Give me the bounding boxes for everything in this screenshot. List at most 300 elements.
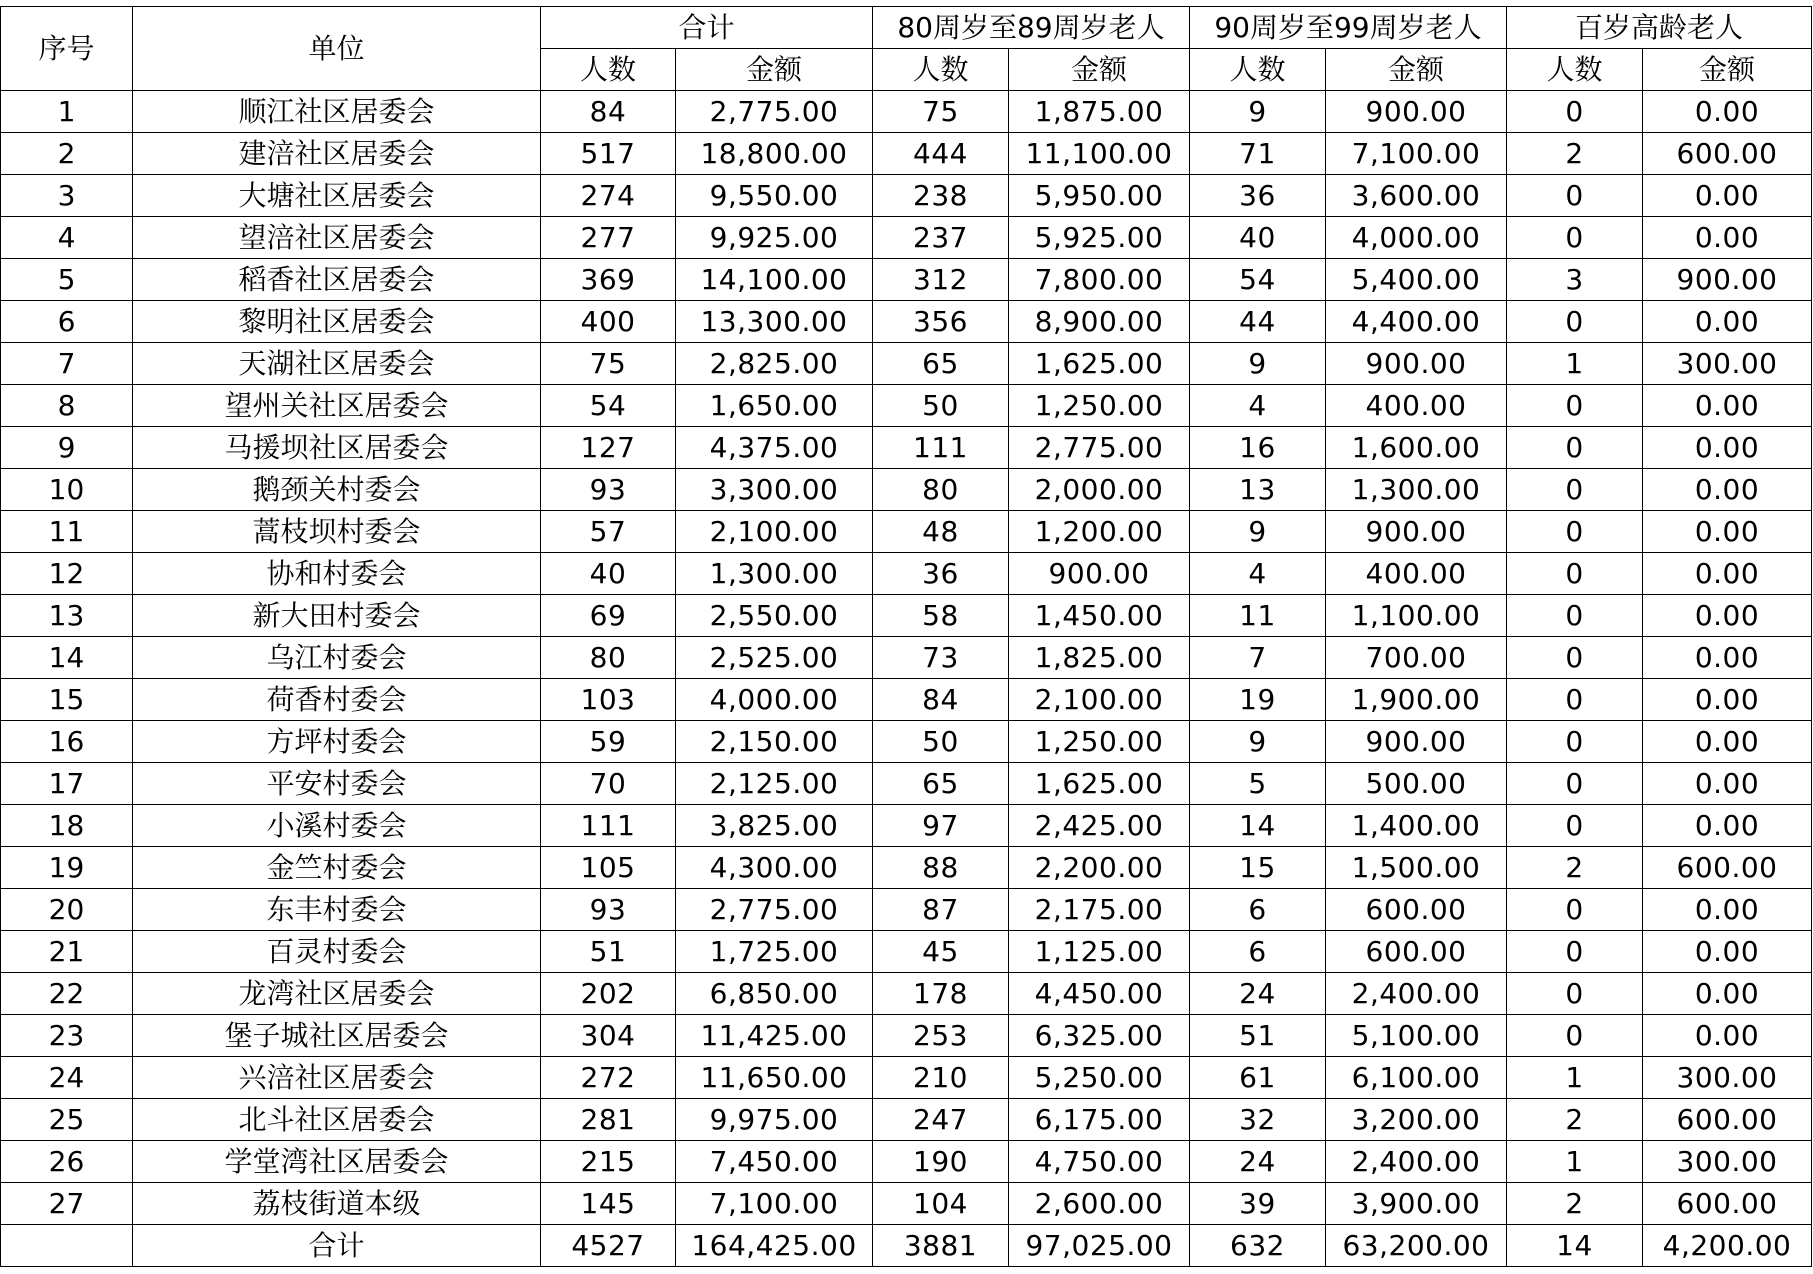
cell-unit: 北斗社区居委会 [133, 1099, 541, 1141]
table-row [1, 301, 1812, 343]
cell-seq: 16 [1, 721, 133, 763]
cell-age100-count: 2 [1507, 1183, 1643, 1225]
cell-age80-count: 178 [873, 973, 1009, 1015]
cell-age100-count: 0 [1507, 721, 1643, 763]
allowance-table [0, 6, 1812, 1267]
cell-age100-amount: 300.00 [1643, 343, 1812, 385]
cell-age100-count: 0 [1507, 637, 1643, 679]
cell-age80-amount: 1,625.00 [1009, 763, 1190, 805]
header-total-count: 人数 [541, 49, 676, 91]
cell-age100-amount: 900.00 [1643, 259, 1812, 301]
cell-age80-amount: 8,900.00 [1009, 301, 1190, 343]
cell-age90-amount: 4,000.00 [1326, 217, 1507, 259]
cell-seq: 7 [1, 343, 133, 385]
cell-age100-count: 3 [1507, 259, 1643, 301]
cell-age100-count: 0 [1507, 931, 1643, 973]
cell-age80-count: 444 [873, 133, 1009, 175]
cell-total-count: 105 [541, 847, 676, 889]
header-row-group [1, 7, 1812, 49]
table-row [1, 721, 1812, 763]
header-age80-count: 人数 [873, 49, 1009, 91]
cell-age90-amount: 3,200.00 [1326, 1099, 1507, 1141]
cell-age80-count: 238 [873, 175, 1009, 217]
cell-age80-count: 50 [873, 721, 1009, 763]
cell-total-amount: 2,100.00 [676, 511, 873, 553]
cell-seq: 12 [1, 553, 133, 595]
cell-unit: 大塘社区居委会 [133, 175, 541, 217]
cell-seq: 15 [1, 679, 133, 721]
cell-age80-amount: 1,875.00 [1009, 91, 1190, 133]
cell-age100-count: 0 [1507, 889, 1643, 931]
cell-age80-amount: 1,625.00 [1009, 343, 1190, 385]
cell-age100-amount: 0.00 [1643, 889, 1812, 931]
cell-age80-amount: 6,325.00 [1009, 1015, 1190, 1057]
cell-age90-amount: 400.00 [1326, 385, 1507, 427]
cell-age100-count: 2 [1507, 133, 1643, 175]
cell-age90-amount: 900.00 [1326, 511, 1507, 553]
cell-unit: 金竺村委会 [133, 847, 541, 889]
cell-age100-amount: 0.00 [1643, 595, 1812, 637]
cell-age90-amount: 1,900.00 [1326, 679, 1507, 721]
cell-seq: 26 [1, 1141, 133, 1183]
cell-age100-amount: 0.00 [1643, 91, 1812, 133]
cell-age90-amount: 1,100.00 [1326, 595, 1507, 637]
cell-age90-count: 51 [1190, 1015, 1326, 1057]
cell-age90-count: 61 [1190, 1057, 1326, 1099]
cell-seq: 19 [1, 847, 133, 889]
header-age100-amount: 金额 [1643, 49, 1812, 91]
cell-age100-amount: 600.00 [1643, 133, 1812, 175]
cell-age90-amount: 1,300.00 [1326, 469, 1507, 511]
cell-age90-count: 54 [1190, 259, 1326, 301]
cell-unit: 荷香村委会 [133, 679, 541, 721]
cell-total-count: 127 [541, 427, 676, 469]
totals-total-count: 4527 [541, 1225, 676, 1267]
cell-age90-amount: 7,100.00 [1326, 133, 1507, 175]
cell-age100-amount: 600.00 [1643, 847, 1812, 889]
cell-age100-count: 0 [1507, 427, 1643, 469]
cell-age100-count: 0 [1507, 1015, 1643, 1057]
cell-unit: 望州关社区居委会 [133, 385, 541, 427]
cell-age90-amount: 2,400.00 [1326, 1141, 1507, 1183]
header-age90-group: 90周岁至99周岁老人 [1190, 7, 1507, 49]
totals-age90-amount: 63,200.00 [1326, 1225, 1507, 1267]
cell-age100-count: 0 [1507, 385, 1643, 427]
cell-total-count: 93 [541, 889, 676, 931]
cell-age100-count: 0 [1507, 595, 1643, 637]
cell-age100-count: 1 [1507, 1141, 1643, 1183]
cell-total-amount: 2,125.00 [676, 763, 873, 805]
table-row [1, 259, 1812, 301]
table-row [1, 217, 1812, 259]
totals-age100-amount: 4,200.00 [1643, 1225, 1812, 1267]
cell-age90-count: 19 [1190, 679, 1326, 721]
table-row [1, 973, 1812, 1015]
cell-age100-count: 0 [1507, 973, 1643, 1015]
cell-age90-amount: 600.00 [1326, 889, 1507, 931]
cell-age100-count: 0 [1507, 805, 1643, 847]
totals-seq-cell [1, 1225, 133, 1267]
cell-age80-amount: 1,250.00 [1009, 385, 1190, 427]
cell-age80-count: 45 [873, 931, 1009, 973]
cell-total-count: 80 [541, 637, 676, 679]
cell-age100-amount: 0.00 [1643, 511, 1812, 553]
cell-age80-count: 111 [873, 427, 1009, 469]
cell-age80-count: 88 [873, 847, 1009, 889]
cell-age80-count: 356 [873, 301, 1009, 343]
cell-age80-count: 65 [873, 763, 1009, 805]
cell-unit: 小溪村委会 [133, 805, 541, 847]
header-age90-amount: 金额 [1326, 49, 1507, 91]
cell-age90-count: 24 [1190, 1141, 1326, 1183]
cell-unit: 协和村委会 [133, 553, 541, 595]
cell-total-count: 369 [541, 259, 676, 301]
cell-seq: 10 [1, 469, 133, 511]
cell-age80-amount: 4,450.00 [1009, 973, 1190, 1015]
table-row [1, 385, 1812, 427]
cell-age90-amount: 1,600.00 [1326, 427, 1507, 469]
spreadsheet [0, 6, 1812, 1267]
cell-unit: 顺江社区居委会 [133, 91, 541, 133]
cell-seq: 22 [1, 973, 133, 1015]
cell-age90-count: 13 [1190, 469, 1326, 511]
cell-seq: 18 [1, 805, 133, 847]
cell-seq: 11 [1, 511, 133, 553]
table-row [1, 427, 1812, 469]
cell-age80-amount: 900.00 [1009, 553, 1190, 595]
table-row [1, 469, 1812, 511]
cell-seq: 8 [1, 385, 133, 427]
cell-total-amount: 2,825.00 [676, 343, 873, 385]
cell-unit: 稻香社区居委会 [133, 259, 541, 301]
cell-unit: 东丰村委会 [133, 889, 541, 931]
cell-age100-count: 2 [1507, 1099, 1643, 1141]
totals-age90-count: 632 [1190, 1225, 1326, 1267]
cell-age90-count: 9 [1190, 511, 1326, 553]
cell-total-amount: 2,550.00 [676, 595, 873, 637]
cell-age80-amount: 6,175.00 [1009, 1099, 1190, 1141]
cell-total-count: 202 [541, 973, 676, 1015]
cell-age80-amount: 5,250.00 [1009, 1057, 1190, 1099]
table-row [1, 343, 1812, 385]
cell-age90-count: 44 [1190, 301, 1326, 343]
table-row [1, 931, 1812, 973]
cell-age100-amount: 300.00 [1643, 1057, 1812, 1099]
cell-age90-count: 5 [1190, 763, 1326, 805]
cell-age90-count: 39 [1190, 1183, 1326, 1225]
cell-total-count: 75 [541, 343, 676, 385]
cell-total-amount: 1,725.00 [676, 931, 873, 973]
cell-age90-amount: 600.00 [1326, 931, 1507, 973]
cell-age80-amount: 5,925.00 [1009, 217, 1190, 259]
cell-unit: 鹅颈关村委会 [133, 469, 541, 511]
cell-age100-amount: 0.00 [1643, 469, 1812, 511]
cell-total-amount: 9,925.00 [676, 217, 873, 259]
cell-age80-amount: 1,825.00 [1009, 637, 1190, 679]
cell-age90-count: 32 [1190, 1099, 1326, 1141]
cell-age80-count: 247 [873, 1099, 1009, 1141]
cell-age100-amount: 0.00 [1643, 931, 1812, 973]
cell-age90-count: 71 [1190, 133, 1326, 175]
cell-age80-amount: 1,200.00 [1009, 511, 1190, 553]
cell-age90-count: 14 [1190, 805, 1326, 847]
cell-unit: 蒿枝坝村委会 [133, 511, 541, 553]
cell-age80-amount: 4,750.00 [1009, 1141, 1190, 1183]
table-row [1, 133, 1812, 175]
cell-age90-amount: 4,400.00 [1326, 301, 1507, 343]
cell-total-amount: 11,650.00 [676, 1057, 873, 1099]
cell-total-amount: 11,425.00 [676, 1015, 873, 1057]
cell-age100-count: 0 [1507, 763, 1643, 805]
totals-age80-count: 3881 [873, 1225, 1009, 1267]
cell-unit: 龙湾社区居委会 [133, 973, 541, 1015]
table-row [1, 511, 1812, 553]
cell-age80-count: 65 [873, 343, 1009, 385]
cell-age80-count: 84 [873, 679, 1009, 721]
cell-age90-amount: 5,100.00 [1326, 1015, 1507, 1057]
cell-total-count: 274 [541, 175, 676, 217]
cell-age90-count: 6 [1190, 931, 1326, 973]
cell-total-count: 400 [541, 301, 676, 343]
cell-unit: 学堂湾社区居委会 [133, 1141, 541, 1183]
cell-unit: 马援坝社区居委会 [133, 427, 541, 469]
cell-age90-amount: 3,900.00 [1326, 1183, 1507, 1225]
cell-age100-count: 0 [1507, 217, 1643, 259]
cell-age90-count: 24 [1190, 973, 1326, 1015]
cell-age100-amount: 0.00 [1643, 427, 1812, 469]
cell-age90-count: 4 [1190, 385, 1326, 427]
cell-age100-amount: 0.00 [1643, 637, 1812, 679]
cell-age80-amount: 7,800.00 [1009, 259, 1190, 301]
cell-age90-amount: 5,400.00 [1326, 259, 1507, 301]
cell-total-count: 40 [541, 553, 676, 595]
cell-age90-amount: 2,400.00 [1326, 973, 1507, 1015]
cell-total-amount: 3,825.00 [676, 805, 873, 847]
table-row [1, 637, 1812, 679]
header-age80-amount: 金额 [1009, 49, 1190, 91]
cell-unit: 黎明社区居委会 [133, 301, 541, 343]
cell-total-count: 103 [541, 679, 676, 721]
cell-age80-amount: 2,600.00 [1009, 1183, 1190, 1225]
header-seq: 序号 [1, 7, 133, 91]
table-row [1, 1099, 1812, 1141]
cell-age90-count: 16 [1190, 427, 1326, 469]
cell-total-amount: 18,800.00 [676, 133, 873, 175]
cell-age100-count: 0 [1507, 175, 1643, 217]
cell-seq: 3 [1, 175, 133, 217]
cell-total-amount: 2,525.00 [676, 637, 873, 679]
header-age80-group: 80周岁至89周岁老人 [873, 7, 1190, 49]
cell-total-count: 281 [541, 1099, 676, 1141]
cell-seq: 9 [1, 427, 133, 469]
cell-seq: 24 [1, 1057, 133, 1099]
cell-age80-count: 58 [873, 595, 1009, 637]
table-row [1, 679, 1812, 721]
cell-seq: 20 [1, 889, 133, 931]
cell-total-amount: 2,775.00 [676, 91, 873, 133]
cell-age80-count: 237 [873, 217, 1009, 259]
cell-total-count: 272 [541, 1057, 676, 1099]
cell-age80-count: 80 [873, 469, 1009, 511]
cell-seq: 1 [1, 91, 133, 133]
cell-unit: 兴涪社区居委会 [133, 1057, 541, 1099]
table-row [1, 1183, 1812, 1225]
cell-seq: 14 [1, 637, 133, 679]
cell-seq: 27 [1, 1183, 133, 1225]
cell-total-amount: 4,300.00 [676, 847, 873, 889]
cell-age100-amount: 0.00 [1643, 721, 1812, 763]
cell-seq: 21 [1, 931, 133, 973]
cell-total-amount: 9,975.00 [676, 1099, 873, 1141]
cell-total-amount: 13,300.00 [676, 301, 873, 343]
cell-age100-count: 1 [1507, 343, 1643, 385]
cell-unit: 望涪社区居委会 [133, 217, 541, 259]
cell-age90-count: 11 [1190, 595, 1326, 637]
cell-total-count: 215 [541, 1141, 676, 1183]
cell-age90-amount: 500.00 [1326, 763, 1507, 805]
cell-age80-amount: 5,950.00 [1009, 175, 1190, 217]
table-row [1, 889, 1812, 931]
cell-total-count: 277 [541, 217, 676, 259]
cell-age100-amount: 600.00 [1643, 1099, 1812, 1141]
table-row [1, 1057, 1812, 1099]
header-unit: 单位 [133, 7, 541, 91]
cell-unit: 天湖社区居委会 [133, 343, 541, 385]
table-row [1, 1141, 1812, 1183]
cell-total-amount: 1,300.00 [676, 553, 873, 595]
cell-age80-amount: 1,250.00 [1009, 721, 1190, 763]
totals-age100-count: 14 [1507, 1225, 1643, 1267]
cell-total-amount: 2,775.00 [676, 889, 873, 931]
cell-age100-amount: 0.00 [1643, 973, 1812, 1015]
table-row [1, 805, 1812, 847]
cell-age80-count: 50 [873, 385, 1009, 427]
cell-age100-count: 0 [1507, 91, 1643, 133]
cell-total-count: 57 [541, 511, 676, 553]
table-row [1, 553, 1812, 595]
cell-age80-amount: 2,100.00 [1009, 679, 1190, 721]
totals-age80-amount: 97,025.00 [1009, 1225, 1190, 1267]
cell-total-amount: 1,650.00 [676, 385, 873, 427]
totals-row [1, 1225, 1812, 1267]
cell-total-count: 69 [541, 595, 676, 637]
cell-age80-amount: 2,175.00 [1009, 889, 1190, 931]
table-row [1, 175, 1812, 217]
cell-age80-count: 190 [873, 1141, 1009, 1183]
table-row [1, 763, 1812, 805]
cell-age90-amount: 400.00 [1326, 553, 1507, 595]
cell-age80-count: 36 [873, 553, 1009, 595]
cell-seq: 17 [1, 763, 133, 805]
cell-total-count: 111 [541, 805, 676, 847]
totals-total-amount: 164,425.00 [676, 1225, 873, 1267]
cell-age100-count: 2 [1507, 847, 1643, 889]
cell-total-amount: 4,375.00 [676, 427, 873, 469]
cell-unit: 百灵村委会 [133, 931, 541, 973]
cell-age90-amount: 3,600.00 [1326, 175, 1507, 217]
cell-age90-count: 9 [1190, 721, 1326, 763]
cell-age90-count: 4 [1190, 553, 1326, 595]
cell-age100-count: 0 [1507, 679, 1643, 721]
cell-seq: 4 [1, 217, 133, 259]
cell-seq: 2 [1, 133, 133, 175]
header-age100-count: 人数 [1507, 49, 1643, 91]
cell-age90-count: 7 [1190, 637, 1326, 679]
table-row [1, 91, 1812, 133]
cell-unit: 乌江村委会 [133, 637, 541, 679]
cell-total-amount: 6,850.00 [676, 973, 873, 1015]
table-row [1, 1015, 1812, 1057]
cell-age100-count: 0 [1507, 511, 1643, 553]
cell-age100-amount: 0.00 [1643, 217, 1812, 259]
cell-seq: 23 [1, 1015, 133, 1057]
cell-age100-count: 0 [1507, 301, 1643, 343]
cell-unit: 方坪村委会 [133, 721, 541, 763]
cell-age90-count: 9 [1190, 343, 1326, 385]
cell-age100-amount: 0.00 [1643, 679, 1812, 721]
header-total-group: 合计 [541, 7, 873, 49]
cell-total-count: 54 [541, 385, 676, 427]
cell-age90-count: 9 [1190, 91, 1326, 133]
cell-age90-amount: 1,400.00 [1326, 805, 1507, 847]
cell-total-count: 145 [541, 1183, 676, 1225]
cell-seq: 6 [1, 301, 133, 343]
header-total-amount: 金额 [676, 49, 873, 91]
cell-age100-count: 0 [1507, 553, 1643, 595]
cell-age90-amount: 1,500.00 [1326, 847, 1507, 889]
cell-total-amount: 7,450.00 [676, 1141, 873, 1183]
cell-age90-count: 6 [1190, 889, 1326, 931]
cell-total-amount: 14,100.00 [676, 259, 873, 301]
cell-age80-count: 87 [873, 889, 1009, 931]
cell-total-amount: 7,100.00 [676, 1183, 873, 1225]
cell-age100-amount: 0.00 [1643, 805, 1812, 847]
cell-total-count: 304 [541, 1015, 676, 1057]
cell-age90-count: 36 [1190, 175, 1326, 217]
cell-age80-amount: 1,125.00 [1009, 931, 1190, 973]
cell-age80-count: 75 [873, 91, 1009, 133]
cell-age100-amount: 300.00 [1643, 1141, 1812, 1183]
totals-label: 合计 [133, 1225, 541, 1267]
cell-total-count: 93 [541, 469, 676, 511]
cell-age100-amount: 0.00 [1643, 301, 1812, 343]
table-row [1, 847, 1812, 889]
cell-unit: 荔枝街道本级 [133, 1183, 541, 1225]
cell-age90-count: 40 [1190, 217, 1326, 259]
cell-age80-count: 97 [873, 805, 1009, 847]
cell-age90-amount: 700.00 [1326, 637, 1507, 679]
cell-unit: 堡子城社区居委会 [133, 1015, 541, 1057]
cell-total-count: 84 [541, 91, 676, 133]
cell-age90-amount: 900.00 [1326, 721, 1507, 763]
cell-total-amount: 4,000.00 [676, 679, 873, 721]
cell-age90-amount: 6,100.00 [1326, 1057, 1507, 1099]
cell-total-count: 517 [541, 133, 676, 175]
cell-age90-amount: 900.00 [1326, 91, 1507, 133]
cell-total-count: 59 [541, 721, 676, 763]
cell-age100-amount: 600.00 [1643, 1183, 1812, 1225]
cell-age80-amount: 2,775.00 [1009, 427, 1190, 469]
cell-total-amount: 3,300.00 [676, 469, 873, 511]
cell-age80-amount: 2,425.00 [1009, 805, 1190, 847]
table-body [1, 91, 1812, 1225]
cell-unit: 新大田村委会 [133, 595, 541, 637]
cell-unit: 建涪社区居委会 [133, 133, 541, 175]
cell-age80-amount: 2,200.00 [1009, 847, 1190, 889]
table-row [1, 595, 1812, 637]
cell-total-count: 51 [541, 931, 676, 973]
cell-total-count: 70 [541, 763, 676, 805]
